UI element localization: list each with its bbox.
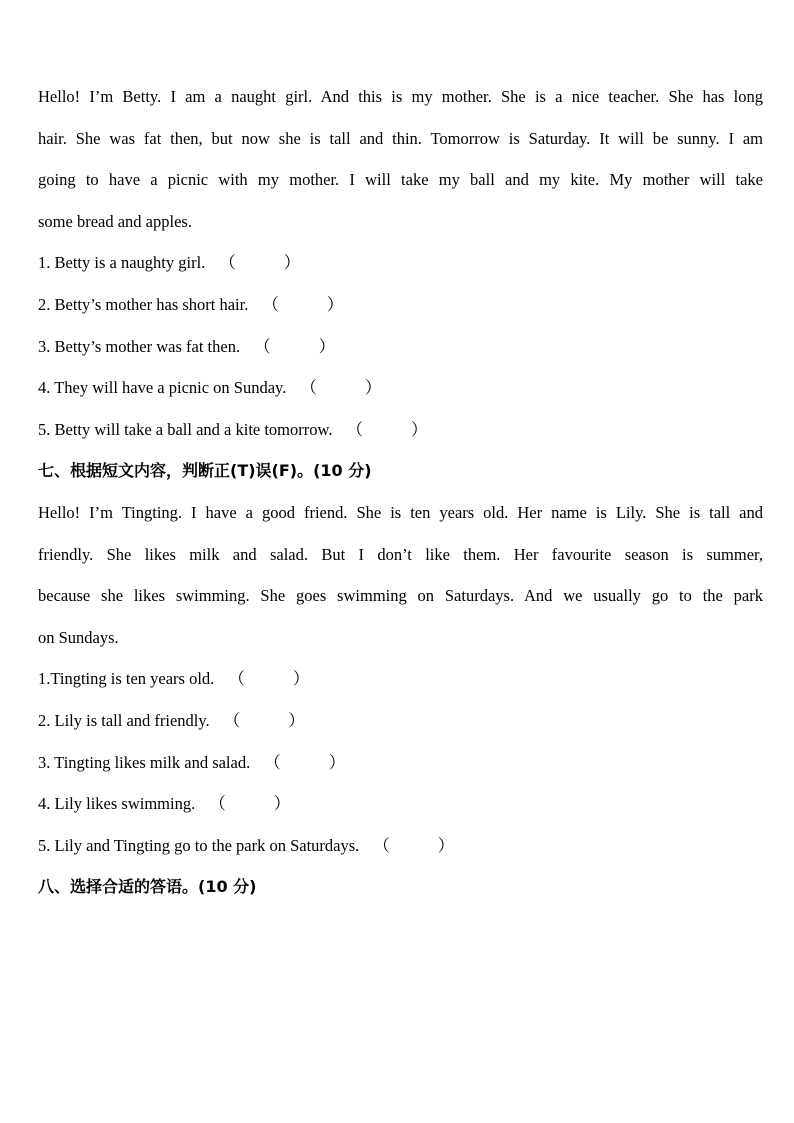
question-text: 1.Tingting is ten years old. [38, 669, 215, 689]
passage-line: going to have a picnic with my mother. I will take my ball and my kite. My mother will take [38, 170, 763, 190]
passage-line: because she likes swimming. She goes swimming on Saturdays. And we usually go to the park [38, 586, 763, 606]
reading-passage-tingting [38, 495, 763, 661]
question-text: 2. Betty’s mother has short hair. [38, 294, 249, 314]
section-heading-8: 八、选择合适的答语。(10 分) [38, 877, 257, 897]
answer-blank[interactable] [219, 245, 300, 281]
question-text: 3. Tingting likes milk and salad. [38, 752, 251, 772]
close-paren: ） [326, 294, 344, 314]
open-paren: （ [300, 378, 317, 398]
answer-blank[interactable] [228, 661, 309, 697]
question-text: 2. Lily is tall and friendly. [38, 710, 210, 730]
close-paren: ） [437, 835, 455, 855]
true-false-question [38, 703, 763, 745]
passage-line: Hello! I’m Betty. I am a naught girl. And this is my mother. She is a nice teacher. She has long [38, 87, 763, 106]
worksheet-page [38, 79, 763, 911]
answer-blank[interactable] [264, 745, 345, 781]
passage-line: hair. She was fat then, but now she is tall and thin. Tomorrow is Saturday. It will be sunny. I am [38, 128, 763, 148]
passage-line: on Sundays. [38, 627, 119, 647]
question-text: 5. Betty will take a ball and a kite tomorrow. [38, 419, 333, 439]
open-paren: （ [254, 336, 271, 356]
answer-blank[interactable] [346, 412, 427, 448]
open-paren: （ [373, 835, 390, 855]
close-paren: ） [292, 669, 310, 689]
true-false-question [38, 828, 763, 870]
open-paren: （ [209, 794, 226, 814]
answer-blank[interactable] [262, 287, 343, 323]
open-paren: （ [228, 669, 245, 689]
close-paren: ） [364, 378, 382, 398]
answer-blank[interactable] [300, 370, 381, 406]
section-heading-7: 七、根据短文内容，判断正(T)误(F)。(10 分) [38, 461, 372, 481]
answer-blank[interactable] [373, 828, 454, 864]
question-text: 1. Betty is a naughty girl. [38, 253, 206, 273]
close-paren: ） [328, 752, 346, 772]
reading-passage-betty [38, 79, 763, 245]
question-list-betty [38, 245, 763, 453]
close-paren: ） [318, 336, 336, 356]
question-text: 3. Betty’s mother was fat then. [38, 336, 241, 356]
true-false-question [38, 287, 763, 329]
question-list-tingting [38, 661, 763, 869]
answer-blank[interactable] [209, 786, 290, 822]
question-text: 4. Lily likes swimming. [38, 794, 196, 814]
answer-blank[interactable] [254, 329, 335, 365]
open-paren: （ [219, 253, 236, 273]
answer-blank[interactable] [224, 703, 305, 739]
close-paren: ） [410, 419, 428, 439]
true-false-question [38, 245, 763, 287]
passage-line: friendly. She likes milk and salad. But I don’t like them. Her favourite season is summer, [38, 544, 763, 564]
open-paren: （ [346, 419, 363, 439]
true-false-question [38, 745, 763, 787]
true-false-question [38, 661, 763, 703]
true-false-question [38, 412, 763, 454]
close-paren: ） [273, 794, 291, 814]
open-paren: （ [262, 294, 279, 314]
passage-line: some bread and apples. [38, 211, 192, 231]
true-false-question [38, 786, 763, 828]
passage-line: Hello! I’m Tingting. I have a good friend. She is ten years old. Her name is Lily. She is tall and [38, 502, 763, 522]
true-false-question [38, 329, 763, 371]
true-false-question [38, 370, 763, 412]
question-text: 5. Lily and Tingting go to the park on Saturdays. [38, 835, 360, 855]
open-paren: （ [223, 710, 241, 730]
close-paren: ） [283, 253, 301, 273]
close-paren: ） [288, 710, 305, 730]
open-paren: （ [264, 752, 281, 772]
question-text: 4. They will have a picnic on Sunday. [38, 378, 287, 398]
